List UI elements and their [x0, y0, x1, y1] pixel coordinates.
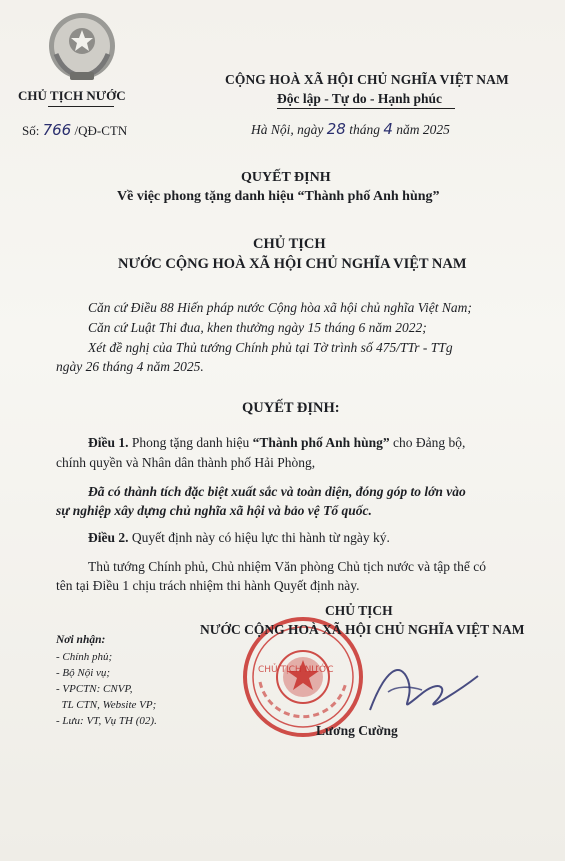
- article-2: [88, 530, 390, 546]
- national-emblem-icon: [44, 10, 120, 86]
- article-1-title: “Thành phố Anh hùng”: [252, 435, 390, 450]
- article-2-text: Quyết định này có hiệu lực thi hành từ ngày ký.: [131, 530, 390, 545]
- recipient-item: - Lưu: VT, Vụ TH (02).: [56, 715, 157, 727]
- national-motto: Độc lập - Tự do - Hạnh phúc: [277, 91, 443, 106]
- issuing-organization: CHỦ TỊCH NƯỚC: [18, 88, 126, 103]
- nation-name: CỘNG HOÀ XÃ HỘI CHỦ NGHĨA VIỆT NAM: [225, 72, 509, 87]
- article-1-text: Phong tặng danh hiệu: [131, 435, 250, 450]
- recipient-item: - Chính phủ;: [56, 651, 113, 663]
- document-title: QUYẾT ĐỊNH: [241, 170, 331, 185]
- document-number: [22, 121, 127, 139]
- divider: [48, 106, 114, 107]
- basis-line: Xét đề nghị của Thủ tướng Chính phủ tại Tờ trình số 475/TTr - TTg: [88, 340, 453, 355]
- seal-text: CHỦ TỊCH NƯỚC: [258, 665, 334, 675]
- recipient-item: - VPCTN: CNVP,: [56, 683, 133, 695]
- issue-date: [251, 120, 450, 138]
- article-1-merit: Đã có thành tích đặc biệt xuất sắc và toàn diện, đóng góp to lớn vào: [88, 484, 466, 499]
- date-place: Hà Nội, ngày: [251, 122, 324, 137]
- article-1-text: cho Đảng bộ,: [392, 435, 466, 450]
- basis-line: Căn cứ Luật Thi đua, khen thưởng ngày 15 tháng 6 năm 2022;: [88, 320, 427, 335]
- signatory-organization: NƯỚC CỘNG HOÀ XÃ HỘI CHỦ NGHĨA VIỆT NAM: [200, 622, 525, 637]
- handwritten-month: 4: [383, 120, 393, 138]
- article-1-merit: sự nghiệp xây dựng chủ nghĩa xã hội và bảo vệ Tổ quốc.: [56, 503, 372, 518]
- divider: [277, 108, 455, 109]
- number-suffix: /QĐ-CTN: [74, 123, 128, 138]
- issuer-title: CHỦ TỊCH: [253, 236, 326, 252]
- number-prefix: Số:: [22, 123, 40, 138]
- article-2-label: Điều 2.: [88, 530, 129, 545]
- issuer-country: NƯỚC CỘNG HOÀ XÃ HỘI CHỦ NGHĨA VIỆT NAM: [118, 256, 467, 272]
- basis-line: Căn cứ Điều 88 Hiến pháp nước Cộng hòa xã hội chủ nghĩa Việt Nam;: [88, 300, 472, 315]
- date-year: năm 2025: [396, 122, 450, 137]
- execution-clause: Thủ tướng Chính phủ, Chủ nhiệm Văn phòng Chủ tịch nước và tập thể có: [88, 559, 486, 574]
- document-subject: Về việc phong tặng danh hiệu “Thành phố Anh hùng”: [117, 189, 440, 204]
- signatory-name: Lương Cường: [316, 723, 398, 738]
- recipient-item: TL CTN, Website VP;: [56, 699, 157, 711]
- article-1-line: chính quyền và Nhân dân thành phố Hải Phòng,: [56, 455, 316, 470]
- signatory-title: CHỦ TỊCH: [325, 603, 393, 618]
- handwritten-number: 766: [42, 121, 72, 139]
- execution-clause: tên tại Điều 1 chịu trách nhiệm thi hành Quyết định này.: [56, 578, 360, 593]
- handwritten-day: 28: [326, 120, 346, 138]
- recipients-heading: Nơi nhận:: [56, 634, 106, 646]
- date-month-label: tháng: [349, 122, 380, 137]
- basis-line: ngày 26 tháng 4 năm 2025.: [56, 359, 204, 374]
- article-1-label: Điều 1.: [88, 435, 129, 450]
- decision-heading: QUYẾT ĐỊNH:: [242, 400, 340, 416]
- recipient-item: - Bộ Nội vụ;: [56, 667, 111, 679]
- article-1: [88, 435, 465, 451]
